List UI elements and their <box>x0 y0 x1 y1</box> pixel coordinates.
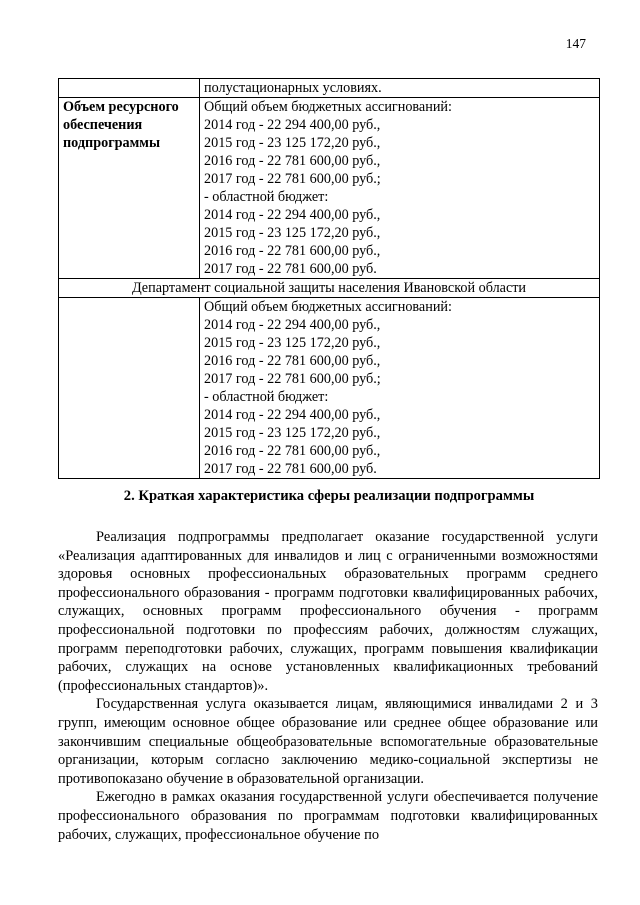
value-line: Общий объем бюджетных ассигнований: <box>204 99 452 115</box>
value-line: 2015 год - 23 125 172,20 руб., <box>204 135 381 151</box>
value-line: 2017 год - 22 781 600,00 руб.; <box>204 171 381 187</box>
table-cell-label <box>59 298 200 479</box>
value-line: 2015 год - 23 125 172,20 руб., <box>204 425 381 441</box>
value-line: 2016 год - 22 781 600,00 руб., <box>204 443 381 459</box>
table-cell-label <box>59 79 200 98</box>
text-line: полустационарных условиях. <box>204 80 382 96</box>
section-body <box>58 528 598 844</box>
paragraph: Государственная услуга оказывается лицам, являющимися инвалидами 2 и 3 групп, имеющим основное общее образование или среднее общее образование или закончившим специальные общеобразовательные вспомогательные образовательные организации, которым согласно заключению медико-социальной экспертизы не противопоказано обучение в образовательной организации. <box>58 696 598 787</box>
label-line: обеспечения <box>63 117 143 133</box>
value-line: 2017 год - 22 781 600,00 руб. <box>204 461 377 477</box>
value-line: 2014 год - 22 294 400,00 руб., <box>204 207 381 223</box>
page-number: 147 <box>565 36 586 51</box>
table-row <box>59 298 600 479</box>
value-line: 2017 год - 22 781 600,00 руб. <box>204 261 377 277</box>
table-row <box>59 279 600 298</box>
label-line: подпрограммы <box>63 135 161 151</box>
value-line: - областной бюджет: <box>204 389 329 405</box>
table-cell-value <box>200 298 600 479</box>
value-line: 2016 год - 22 781 600,00 руб., <box>204 243 381 259</box>
paragraph: Реализация подпрограммы предполагает оказание государственной услуги «Реализация адаптированных для инвалидов и лиц с ограниченными возможностями здоровья основных профессиональных образовательных программ среднего профессионального образования - программ подготовки квалифицированных рабочих, служащих, основных программ профессионального обучения - программ профессиональной подготовки по профессиям рабочих, должностям служащих, программ переподготовки рабочих, служащих, программ повышения квалификации рабочих, служащих на основе установленных квалификационных требований (профессиональных стандартов)». <box>58 529 598 694</box>
value-line: 2014 год - 22 294 400,00 руб., <box>204 407 381 423</box>
value-line: 2017 год - 22 781 600,00 руб.; <box>204 371 381 387</box>
value-line: 2016 год - 22 781 600,00 руб., <box>204 153 381 169</box>
table-row <box>59 98 600 279</box>
table-cell-value <box>200 79 600 98</box>
value-line: 2015 год - 23 125 172,20 руб., <box>204 225 381 241</box>
value-line: 2016 год - 22 781 600,00 руб., <box>204 353 381 369</box>
value-line: Общий объем бюджетных ассигнований: <box>204 299 452 315</box>
label-line: Объем ресурсного <box>63 99 179 115</box>
value-line: 2014 год - 22 294 400,00 руб., <box>204 117 381 133</box>
value-line: 2014 год - 22 294 400,00 руб., <box>204 317 381 333</box>
table-cell-label <box>59 98 200 279</box>
value-line: - областной бюджет: <box>204 189 329 205</box>
table-row <box>59 79 600 98</box>
section-heading: 2. Краткая характеристика сферы реализации подпрограммы <box>123 488 535 504</box>
paragraph: Ежегодно в рамках оказания государственной услуги обеспечивается получение профессионального образования по программам подготовки квалифицированных рабочих, служащих, профессиональное обучение по <box>58 789 598 843</box>
department-header-cell: Департамент социальной защиты населения Ивановской области <box>59 279 600 298</box>
value-line: 2015 год - 23 125 172,20 руб., <box>204 335 381 351</box>
table-cell-value <box>200 98 600 279</box>
subprogram-passport-table <box>58 78 600 479</box>
